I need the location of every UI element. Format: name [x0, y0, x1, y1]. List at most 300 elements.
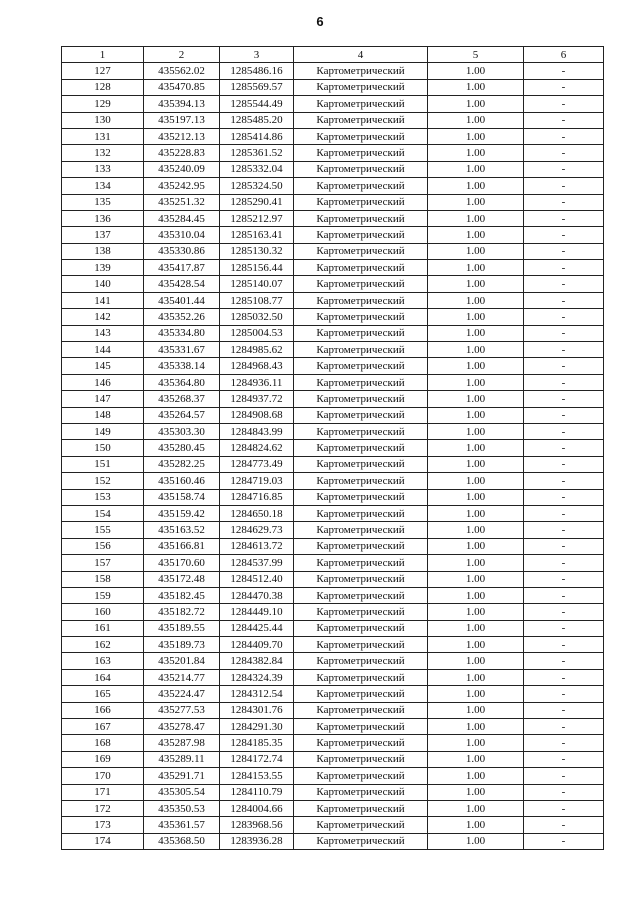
table-row	[62, 358, 604, 374]
table-cell: -	[524, 571, 604, 587]
table-row	[62, 227, 604, 243]
table-cell: 435163.52	[144, 522, 220, 538]
table-cell: 435189.73	[144, 637, 220, 653]
table-cell: Картометрический	[294, 800, 428, 816]
table-cell: 1284382.84	[220, 653, 294, 669]
table-cell: 164	[62, 669, 144, 685]
table-row	[62, 325, 604, 341]
table-cell: Картометрический	[294, 391, 428, 407]
table-cell: 1.00	[428, 79, 524, 95]
table-cell: Картометрический	[294, 96, 428, 112]
table-cell: Картометрический	[294, 112, 428, 128]
table-cell: -	[524, 342, 604, 358]
table-row	[62, 260, 604, 276]
table-cell: 1.00	[428, 227, 524, 243]
table-cell: -	[524, 555, 604, 571]
table-cell: 435562.02	[144, 63, 220, 79]
table-row	[62, 456, 604, 472]
table-cell: 435268.37	[144, 391, 220, 407]
table-cell: 435172.48	[144, 571, 220, 587]
table-cell: 1284985.62	[220, 342, 294, 358]
table-cell: Картометрический	[294, 243, 428, 259]
table-cell: 1.00	[428, 620, 524, 636]
table-row	[62, 620, 604, 636]
table-cell: -	[524, 440, 604, 456]
table-cell: 435287.98	[144, 735, 220, 751]
table-cell: 435251.32	[144, 194, 220, 210]
table-cell: 435166.81	[144, 538, 220, 554]
table-row	[62, 276, 604, 292]
table-cell: 1.00	[428, 145, 524, 161]
table-cell: 1285156.44	[220, 260, 294, 276]
table-cell: 153	[62, 489, 144, 505]
table-cell: 435182.72	[144, 604, 220, 620]
table-cell: 1284613.72	[220, 538, 294, 554]
table-row	[62, 309, 604, 325]
table-cell: 135	[62, 194, 144, 210]
table-cell: 1284968.43	[220, 358, 294, 374]
table-cell: Картометрический	[294, 702, 428, 718]
table-cell: 1285140.07	[220, 276, 294, 292]
table-row	[62, 784, 604, 800]
table-cell: 144	[62, 342, 144, 358]
table-cell: Картометрический	[294, 555, 428, 571]
table-cell: -	[524, 800, 604, 816]
table-cell: -	[524, 178, 604, 194]
table-cell: -	[524, 522, 604, 538]
table-cell: 149	[62, 423, 144, 439]
table-row	[62, 161, 604, 177]
table-row	[62, 194, 604, 210]
table-cell: Картометрический	[294, 423, 428, 439]
table-row	[62, 292, 604, 308]
table-cell: 1284004.66	[220, 800, 294, 816]
table-cell: -	[524, 702, 604, 718]
table-cell: -	[524, 637, 604, 653]
table-row	[62, 555, 604, 571]
table-cell: -	[524, 276, 604, 292]
table-cell: 1.00	[428, 210, 524, 226]
table-cell: 1.00	[428, 784, 524, 800]
table-cell: 163	[62, 653, 144, 669]
table-cell: Картометрический	[294, 210, 428, 226]
table-cell: -	[524, 587, 604, 603]
table-cell: 1284449.10	[220, 604, 294, 620]
table-cell: 435264.57	[144, 407, 220, 423]
table-cell: Картометрический	[294, 719, 428, 735]
table-cell: -	[524, 604, 604, 620]
table-row	[62, 735, 604, 751]
table-cell: Картометрический	[294, 440, 428, 456]
table-cell: 1284716.85	[220, 489, 294, 505]
table-cell: Картометрический	[294, 145, 428, 161]
table-cell: 160	[62, 604, 144, 620]
table-cell: 161	[62, 620, 144, 636]
table-cell: 136	[62, 210, 144, 226]
table-cell: 1.00	[428, 440, 524, 456]
table-cell: 1.00	[428, 522, 524, 538]
table-cell: -	[524, 538, 604, 554]
table-cell: 1.00	[428, 768, 524, 784]
table-cell: 1.00	[428, 833, 524, 849]
table-cell: -	[524, 128, 604, 144]
table-cell: 146	[62, 374, 144, 390]
table-cell: 1285332.04	[220, 161, 294, 177]
table-cell: 1.00	[428, 391, 524, 407]
table-cell: Картометрический	[294, 751, 428, 767]
table-cell: 1.00	[428, 342, 524, 358]
table-cell: 1.00	[428, 653, 524, 669]
table-cell: 435350.53	[144, 800, 220, 816]
table-row	[62, 391, 604, 407]
column-header: 6	[524, 47, 604, 63]
table-row	[62, 128, 604, 144]
table-cell: -	[524, 243, 604, 259]
table-cell: Картометрический	[294, 194, 428, 210]
table-cell: 435394.13	[144, 96, 220, 112]
table-cell: 435361.57	[144, 817, 220, 833]
table-cell: 435364.80	[144, 374, 220, 390]
table-cell: -	[524, 620, 604, 636]
table-row	[62, 489, 604, 505]
table-cell: 435334.80	[144, 325, 220, 341]
page-number: 6	[316, 14, 324, 29]
table-cell: 172	[62, 800, 144, 816]
table-cell: 128	[62, 79, 144, 95]
table-cell: 1.00	[428, 112, 524, 128]
table-cell: -	[524, 260, 604, 276]
table-cell: 154	[62, 505, 144, 521]
table-cell: 1284110.79	[220, 784, 294, 800]
table-cell: -	[524, 456, 604, 472]
table-cell: -	[524, 473, 604, 489]
table-cell: -	[524, 735, 604, 751]
table-cell: 435201.84	[144, 653, 220, 669]
table-cell: 1284824.62	[220, 440, 294, 456]
table-cell: -	[524, 358, 604, 374]
table-cell: 134	[62, 178, 144, 194]
table-row	[62, 505, 604, 521]
table-cell: 435189.55	[144, 620, 220, 636]
table-cell: Картометрический	[294, 587, 428, 603]
table-cell: 1.00	[428, 178, 524, 194]
table-cell: 435338.14	[144, 358, 220, 374]
table-cell: Картометрический	[294, 817, 428, 833]
table-cell: 130	[62, 112, 144, 128]
table-cell: Картометрический	[294, 637, 428, 653]
table-row	[62, 686, 604, 702]
table-cell: 1285544.49	[220, 96, 294, 112]
table-cell: 173	[62, 817, 144, 833]
table-row	[62, 210, 604, 226]
table-cell: -	[524, 391, 604, 407]
table-cell: 435182.45	[144, 587, 220, 603]
table-row	[62, 342, 604, 358]
table-cell: 435282.25	[144, 456, 220, 472]
table-cell: 165	[62, 686, 144, 702]
table-cell: 1284908.68	[220, 407, 294, 423]
table-cell: -	[524, 489, 604, 505]
table-cell: -	[524, 686, 604, 702]
table-cell: Картометрический	[294, 79, 428, 95]
table-cell: 1.00	[428, 751, 524, 767]
table-row	[62, 79, 604, 95]
table-cell: -	[524, 833, 604, 849]
table-cell: Картометрический	[294, 276, 428, 292]
column-header: 3	[220, 47, 294, 63]
table-cell: 1.00	[428, 604, 524, 620]
column-header: 4	[294, 47, 428, 63]
table-cell: -	[524, 325, 604, 341]
table-cell: Картометрический	[294, 620, 428, 636]
table-cell: 1285324.50	[220, 178, 294, 194]
table-cell: Картометрический	[294, 571, 428, 587]
table-cell: 1284843.99	[220, 423, 294, 439]
table-cell: Картометрический	[294, 784, 428, 800]
table-cell: -	[524, 374, 604, 390]
table-cell: 435214.77	[144, 669, 220, 685]
table-row	[62, 637, 604, 653]
table-cell: -	[524, 227, 604, 243]
table-cell: Картометрический	[294, 522, 428, 538]
table-cell: 1284537.99	[220, 555, 294, 571]
table-cell: 1285290.41	[220, 194, 294, 210]
table-cell: 435212.13	[144, 128, 220, 144]
table-cell: 1.00	[428, 800, 524, 816]
table-cell: 1.00	[428, 538, 524, 554]
table-row	[62, 374, 604, 390]
table-cell: -	[524, 63, 604, 79]
table-cell: Картометрический	[294, 653, 428, 669]
table-row	[62, 833, 604, 849]
table-cell: 150	[62, 440, 144, 456]
table-cell: Картометрический	[294, 768, 428, 784]
table-cell: Картометрический	[294, 292, 428, 308]
table-cell: 1284937.72	[220, 391, 294, 407]
table-cell: 1.00	[428, 456, 524, 472]
table-cell: -	[524, 210, 604, 226]
table-row	[62, 473, 604, 489]
table-cell: -	[524, 145, 604, 161]
table-cell: Картометрический	[294, 669, 428, 685]
table-cell: Картометрический	[294, 505, 428, 521]
table-cell: -	[524, 407, 604, 423]
table-cell: 1284425.44	[220, 620, 294, 636]
table-cell: 1.00	[428, 260, 524, 276]
column-header: 5	[428, 47, 524, 63]
table-row	[62, 145, 604, 161]
table-cell: 1.00	[428, 669, 524, 685]
table-row	[62, 800, 604, 816]
column-header: 2	[144, 47, 220, 63]
table-cell: 137	[62, 227, 144, 243]
table-cell: 1.00	[428, 292, 524, 308]
table-row	[62, 702, 604, 718]
table-row	[62, 669, 604, 685]
table-cell: 435224.47	[144, 686, 220, 702]
table-cell: 1.00	[428, 555, 524, 571]
table-row	[62, 96, 604, 112]
table-cell: 1283968.56	[220, 817, 294, 833]
table-cell: 1284650.18	[220, 505, 294, 521]
table-cell: 1285414.86	[220, 128, 294, 144]
table-cell: 131	[62, 128, 144, 144]
table-cell: 1.00	[428, 817, 524, 833]
table-cell: Картометрический	[294, 342, 428, 358]
table-cell: 1.00	[428, 473, 524, 489]
table-cell: 435330.86	[144, 243, 220, 259]
table-cell: 147	[62, 391, 144, 407]
table-cell: 1285032.50	[220, 309, 294, 325]
table-cell: 1.00	[428, 243, 524, 259]
table-cell: 140	[62, 276, 144, 292]
table-cell: 1.00	[428, 489, 524, 505]
table-cell: 1.00	[428, 374, 524, 390]
table-cell: Картометрический	[294, 686, 428, 702]
table-cell: 1284324.39	[220, 669, 294, 685]
table-cell: 138	[62, 243, 144, 259]
table-cell: 148	[62, 407, 144, 423]
table-cell: Картометрический	[294, 325, 428, 341]
table-cell: 435368.50	[144, 833, 220, 849]
table-cell: 167	[62, 719, 144, 735]
table-cell: 1284773.49	[220, 456, 294, 472]
table-cell: Картометрический	[294, 128, 428, 144]
table-cell: 435310.04	[144, 227, 220, 243]
table-cell: 1284312.54	[220, 686, 294, 702]
table-cell: 435228.83	[144, 145, 220, 161]
table-cell: 435159.42	[144, 505, 220, 521]
table-cell: 435428.54	[144, 276, 220, 292]
table-cell: 1.00	[428, 702, 524, 718]
table-cell: 1.00	[428, 735, 524, 751]
table-row	[62, 407, 604, 423]
table-cell: Картометрический	[294, 227, 428, 243]
table-cell: 435240.09	[144, 161, 220, 177]
table-cell: 1.00	[428, 686, 524, 702]
table-row	[62, 243, 604, 259]
table-cell: 435242.95	[144, 178, 220, 194]
table-cell: 435278.47	[144, 719, 220, 735]
table-cell: Картометрический	[294, 407, 428, 423]
table-row	[62, 587, 604, 603]
table-cell: -	[524, 817, 604, 833]
table-cell: 1284409.70	[220, 637, 294, 653]
table-cell: -	[524, 79, 604, 95]
table-row	[62, 538, 604, 554]
table-cell: 435401.44	[144, 292, 220, 308]
table-cell: -	[524, 96, 604, 112]
coordinates-table	[61, 46, 604, 850]
table-cell: 1285130.32	[220, 243, 294, 259]
table-cell: 1284185.35	[220, 735, 294, 751]
table-cell: 1285004.53	[220, 325, 294, 341]
table-cell: 1.00	[428, 407, 524, 423]
table-cell: 435280.45	[144, 440, 220, 456]
table-cell: Картометрический	[294, 604, 428, 620]
table-cell: 166	[62, 702, 144, 718]
table-cell: -	[524, 768, 604, 784]
table-cell: 435158.74	[144, 489, 220, 505]
table-cell: 1.00	[428, 571, 524, 587]
table-cell: 156	[62, 538, 144, 554]
table-cell: 1.00	[428, 128, 524, 144]
table-cell: 435291.71	[144, 768, 220, 784]
table-cell: 1.00	[428, 161, 524, 177]
table-cell: 435160.46	[144, 473, 220, 489]
table-row	[62, 719, 604, 735]
table-cell: -	[524, 161, 604, 177]
table-cell: Картометрический	[294, 538, 428, 554]
table-cell: 1285108.77	[220, 292, 294, 308]
table-cell: 1285485.20	[220, 112, 294, 128]
table-row	[62, 112, 604, 128]
table-cell: 435197.13	[144, 112, 220, 128]
table-cell: 1284512.40	[220, 571, 294, 587]
table-cell: Картометрический	[294, 456, 428, 472]
table-cell: 1285486.16	[220, 63, 294, 79]
table-cell: 1.00	[428, 423, 524, 439]
table-cell: 158	[62, 571, 144, 587]
table-cell: 1.00	[428, 63, 524, 79]
table-cell: Картометрический	[294, 833, 428, 849]
table-cell: 129	[62, 96, 144, 112]
table-cell: 1284172.74	[220, 751, 294, 767]
table-cell: -	[524, 719, 604, 735]
column-header: 1	[62, 47, 144, 63]
table-cell: 152	[62, 473, 144, 489]
table-cell: 1.00	[428, 358, 524, 374]
table-cell: 171	[62, 784, 144, 800]
table-cell: 162	[62, 637, 144, 653]
table-cell: 151	[62, 456, 144, 472]
table-cell: 155	[62, 522, 144, 538]
table-cell: 1.00	[428, 719, 524, 735]
table-cell: 132	[62, 145, 144, 161]
table-header-row	[62, 47, 604, 63]
table-cell: Картометрический	[294, 374, 428, 390]
table-cell: Картометрический	[294, 161, 428, 177]
table-cell: 435170.60	[144, 555, 220, 571]
table-cell: 435284.45	[144, 210, 220, 226]
table-cell: 1.00	[428, 587, 524, 603]
table-cell: 435352.26	[144, 309, 220, 325]
table-cell: -	[524, 292, 604, 308]
table-cell: 1284470.38	[220, 587, 294, 603]
table-cell: 1.00	[428, 194, 524, 210]
table-cell: Картометрический	[294, 63, 428, 79]
table-row	[62, 63, 604, 79]
table-cell: 435470.85	[144, 79, 220, 95]
table-cell: 1284719.03	[220, 473, 294, 489]
table-row	[62, 522, 604, 538]
table-cell: 139	[62, 260, 144, 276]
table-cell: Картометрический	[294, 473, 428, 489]
table-cell: Картометрический	[294, 260, 428, 276]
table-cell: Картометрический	[294, 178, 428, 194]
table-cell: 1284301.76	[220, 702, 294, 718]
table-cell: 174	[62, 833, 144, 849]
table-cell: -	[524, 653, 604, 669]
table-cell: 1.00	[428, 637, 524, 653]
table-cell: 435417.87	[144, 260, 220, 276]
table-row	[62, 653, 604, 669]
table-cell: 1.00	[428, 309, 524, 325]
table-cell: 435277.53	[144, 702, 220, 718]
table-row	[62, 440, 604, 456]
table-cell: Картометрический	[294, 358, 428, 374]
table-row	[62, 817, 604, 833]
